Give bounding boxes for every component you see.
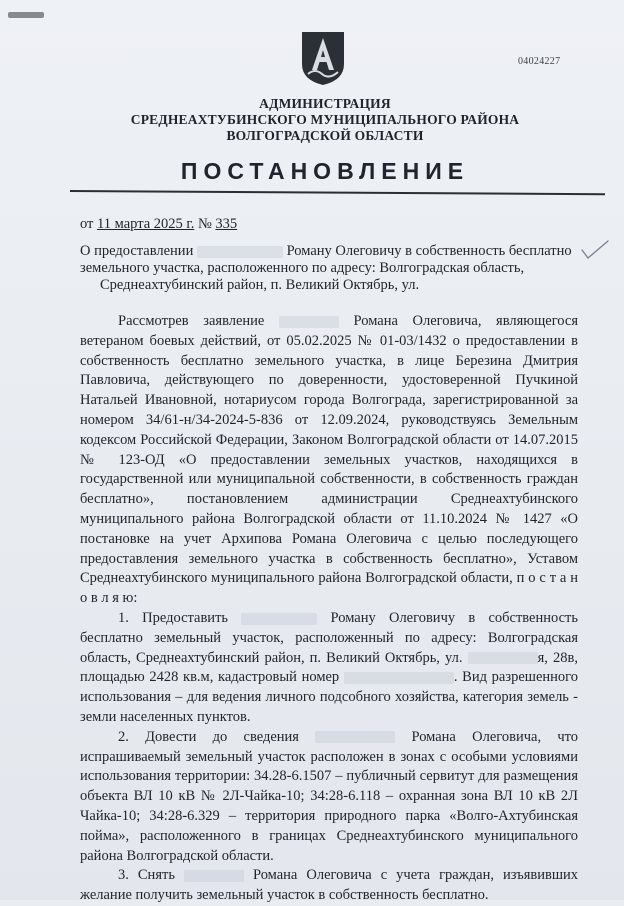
paragraph-item-2 — [80, 728, 578, 867]
redacted-street — [468, 652, 538, 664]
resolution-body — [80, 312, 578, 906]
header-divider — [70, 190, 605, 195]
paragraph-text: Романа Олеговича с учета граждан, изъявивших желание получить земельный участок в собственность бесплатно. — [80, 867, 578, 904]
paragraph-text: Рассмотрев заявление — [118, 313, 265, 329]
subject-line-3: Среднеахтубинский район, п. Великий Октябрь, ул. — [100, 277, 420, 293]
subject-line-1 — [80, 243, 580, 260]
resolution-number: 335 — [215, 216, 238, 232]
number-sign: № — [194, 216, 216, 232]
scan-mark — [8, 12, 44, 18]
paragraph-text: 2. Довести до сведения — [118, 728, 299, 745]
resolution-subject — [80, 243, 580, 294]
paragraph-text: Роману Олеговичу в собственность бесплатно земельный участок, расположенный по адресу: Волгоградская область, Среднеахтубинский район, п. Великий Октябрь, ул. — [80, 609, 578, 666]
paragraph-preamble — [80, 312, 578, 609]
date-number-line — [80, 216, 237, 233]
org-line-1: АДМИНИСТРАЦИЯ — [259, 96, 391, 111]
redacted-surname — [197, 246, 283, 258]
subject-line-2: земельного участка, расположенного по адресу: Волгоградская область, — [80, 260, 525, 276]
paragraph-text: я, 28в, площадью 2428 кв.м, кадастровый номер — [80, 649, 578, 686]
subject-text: Роману Олеговичу в собственность бесплатно — [286, 243, 572, 259]
paragraph-text: 1. Предоставить — [118, 609, 229, 626]
paragraph-text: Романа Олеговича, что испрашиваемый земельный участок расположен в зонах с особыми условиями использования территории: 34.28-6.1507 – публичный сервитут для размещения объекта ВЛ 10 кВ № 2Л-Чайка-10; 34:28-6.118 – охранная зона ВЛ 10 кВ 2Л Чайка-10; 34:28-6.329 – территория природного парка «Волго-Ахтубинская пойма», расположенного в границах Среднеахтубинского муниципального района Волгоградской области. — [80, 728, 579, 864]
document-serial-number: 04024227 — [518, 56, 561, 67]
paragraph-text: . Вид разрешенного использования – для ведения личного подсобного хозяйства, категория земель - земли населенных пунктов. — [80, 669, 578, 725]
redacted-surname — [315, 731, 395, 743]
paragraph-item-1 — [80, 609, 578, 728]
redacted-surname — [241, 613, 317, 625]
org-line-3: ВОЛГОГРАДСКОЙ ОБЛАСТИ — [226, 128, 424, 143]
organization-header — [100, 96, 550, 144]
resolution-date: 11 марта 2025 г. — [97, 216, 195, 232]
coat-of-arms-icon — [300, 30, 346, 86]
redacted-surname — [279, 316, 339, 328]
paragraph-text: 3. Снять — [118, 867, 175, 884]
subject-text: О предоставлении — [80, 243, 194, 259]
paragraph-text: Романа Олеговича, являющегося ветераном боевых действий, от 05.02.2025 № 01-03/1432 о предоставлении в собственность бесплатно земельного участка, в лице Березина Дмитрия Павловича, действующего по доверенности, удостоверенной Пучкиной Натальей Ивановной, нотариусом города Волгограда, зарегистрированной за номером 34/61-н/34-2024-5-836 от 12.09.2024, руководствуясь Земельным кодексом Российской Федерации, Законом Волгоградской области от 14.07.2015 № 123-ОД «О предоставлении земельных участков, находящихся в государственной или муниципальной собственности, в собственность граждан бесплатно», постановлением администрации Среднеахтубинского муниципального района Волгоградской области от 11.10.2024 № 1427 «О постановке на учет Архипова Романа Олеговича с целью последующего предоставления земельного участка в собственность бесплатно», Уставом Среднеахтубинского муниципального района Волгоградской области, п о с т а н о в л я ю: — [80, 313, 579, 607]
document-title: ПОСТАНОВЛЕНИЕ — [180, 158, 470, 184]
redacted-surname — [184, 870, 244, 882]
org-line-2: СРЕДНЕАХТУБИНСКОГО МУНИЦИПАЛЬНОГО РАЙОНА — [130, 112, 520, 127]
redacted-cadastral-number — [344, 672, 454, 684]
handwritten-check-icon — [580, 238, 610, 260]
date-prefix: от — [80, 216, 98, 232]
